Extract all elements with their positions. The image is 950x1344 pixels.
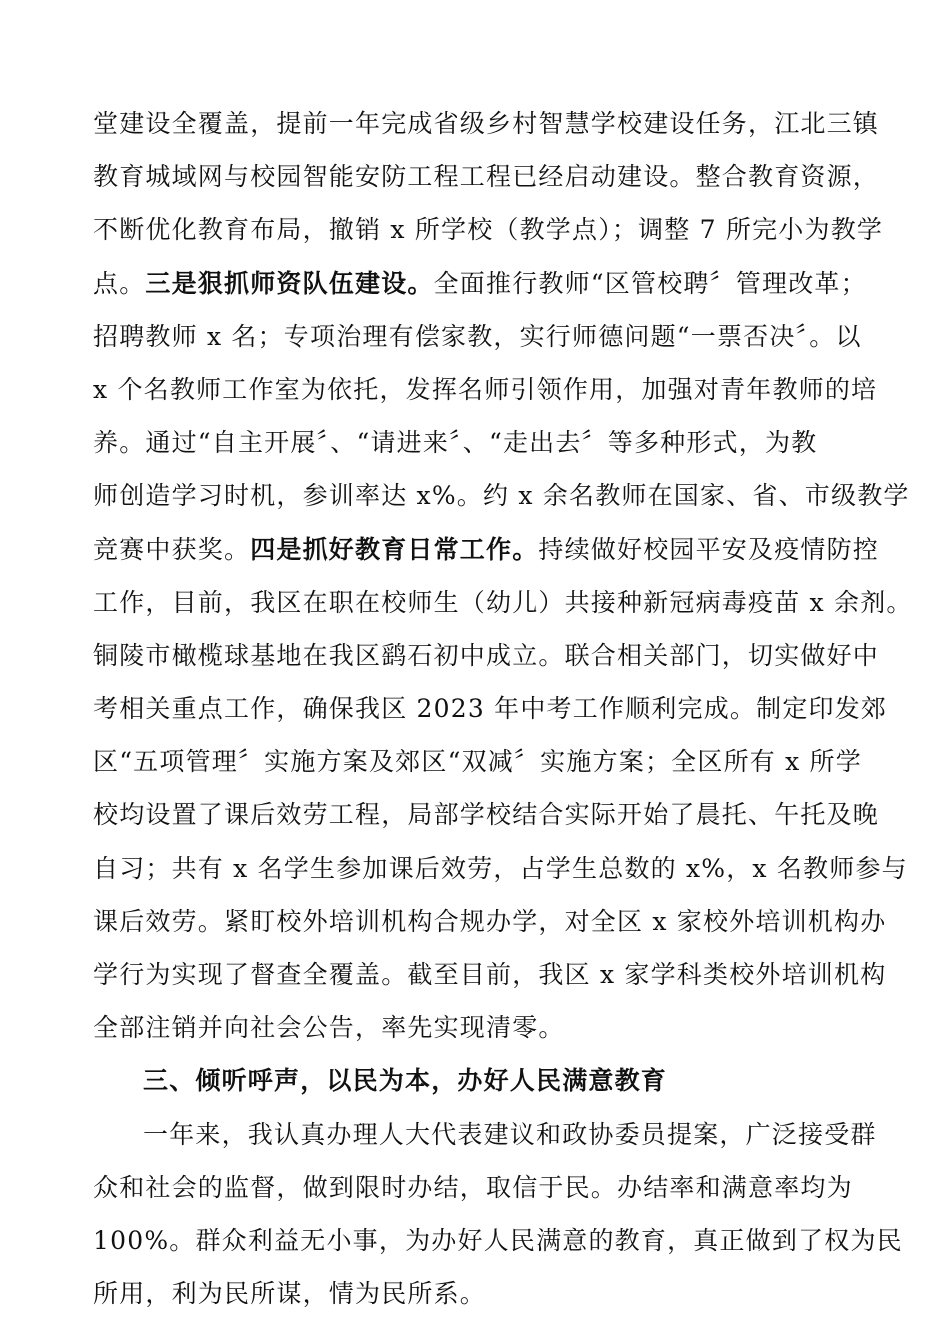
body-line-15: 自习；共有 x 名学生参加课后效劳，占学生总数的 x%，x 名教师参与: [93, 853, 908, 883]
body-line-2: 教育城域网与校园智能安防工程工程已经启动建设。整合教育资源，: [93, 162, 880, 192]
body-line-5: 招聘教师 x 名；专项治理有偿家教，实行师德问题“一票否决〞。以: [93, 321, 862, 351]
body-line-1: 堂建设全覆盖，提前一年完成省级乡村智慧学校建设任务，江北三镇: [93, 109, 880, 138]
body-line-13: 区“五项管理〞实施方案及郊区“双减〞实施方案；全区所有 x 所学: [93, 747, 862, 777]
body-line-7: 养。通过“自主开展〞、“请进来〞、“走出去〞等多种形式，为教: [93, 428, 818, 458]
para2-line-1: 一年来，我认真办理人大代表建议和政协委员提案，广泛接受群: [143, 1119, 877, 1149]
body-line-9: [93, 523, 880, 576]
para2-line-2: 众和社会的监督，做到限时办结，取信于民。办结率和满意率均为: [93, 1172, 853, 1202]
text-run: 持续做好校园平安及疫情防控: [538, 534, 880, 564]
body-line-18: 全部注销并向社会公告，率先实现清零。: [93, 1013, 565, 1043]
body-line-14: 校均设置了课后效劳工程，局部学校结合实际开始了晨托、午托及晚: [93, 800, 880, 830]
body-line-6: x 个名教师工作室为依托，发挥名师引领作用，加强对青年教师的培: [93, 374, 878, 404]
body-line-11: 铜陵市橄榄球基地在我区鹞石初中成立。联合相关部门，切实做好中: [93, 640, 880, 670]
text-run: 全面推行教师“区管校聘〞管理改革；: [433, 268, 867, 298]
para2-line-3: 100%。群众利益无小事，为办好人民满意的教育，真正做到了权为民: [93, 1225, 903, 1255]
section-heading: 三、倾听呼声，以民为本，办好人民满意教育: [143, 1066, 668, 1096]
bold-subheading-3: 三是狠抓师资队伍建设。: [145, 268, 434, 298]
text-run: 竞赛中获奖。: [93, 534, 251, 564]
body-line-8: 师创造学习时机，参训率达 x%。约 x 余名教师在国家、省、市级教学: [93, 481, 910, 511]
body-line-3: 不断优化教育布局，撤销 x 所学校（教学点）；调整 7 所完小为教学: [93, 215, 884, 245]
text-run: 点。: [93, 268, 146, 298]
bold-subheading-4: 四是抓好教育日常工作。: [250, 534, 539, 564]
para2-line-4: 所用，利为民所谋，情为民所系。: [93, 1279, 487, 1309]
body-line-16: 课后效劳。紧盯校外培训机构合规办学，对全区 x 家校外培训机构办: [93, 906, 887, 936]
body-line-4: [93, 257, 867, 310]
body-line-12: 考相关重点工作，确保我区 2023 年中考工作顺利完成。制定印发郊: [93, 694, 888, 724]
document-page: [93, 97, 913, 1320]
body-line-10: 工作，目前，我区在职在校师生（幼儿）共接种新冠病毒疫苗 x 余剂。: [93, 587, 913, 617]
body-line-17: 学行为实现了督查全覆盖。截至目前，我区 x 家学科类校外培训机构: [93, 960, 887, 989]
